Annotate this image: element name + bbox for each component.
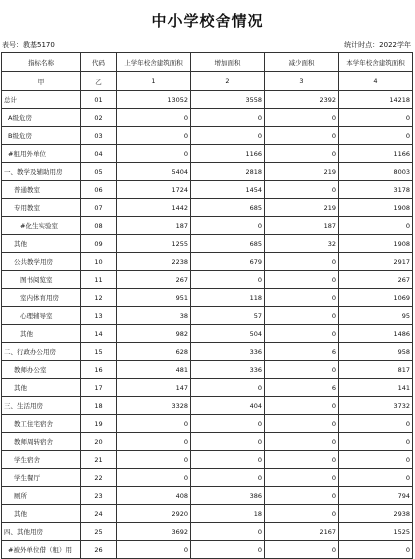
decrease-area-cell: 0 [265, 451, 339, 469]
current-area-cell: 1069 [339, 289, 413, 307]
increase-area-cell: 0 [191, 433, 265, 451]
current-area-cell: 0 [339, 451, 413, 469]
increase-area-cell: 0 [191, 379, 265, 397]
decrease-area-cell: 0 [265, 181, 339, 199]
prev-area-cell: 0 [117, 451, 191, 469]
decrease-area-cell: 0 [265, 253, 339, 271]
prev-area-cell: 187 [117, 217, 191, 235]
indicator-name-cell: 图书阅览室 [2, 271, 81, 289]
increase-area-cell: 0 [191, 523, 265, 541]
increase-area-cell: 0 [191, 109, 265, 127]
code-cell: 06 [81, 181, 117, 199]
indicator-name-cell: 厕所 [2, 487, 81, 505]
code-cell: 13 [81, 307, 117, 325]
prev-area-cell: 38 [117, 307, 191, 325]
indicator-name-cell: 其他 [2, 379, 81, 397]
increase-area-cell: 1166 [191, 145, 265, 163]
header-code-cell: 乙 [81, 72, 117, 91]
code-cell: 21 [81, 451, 117, 469]
header-cell: 增加面积 [191, 53, 265, 72]
code-cell: 22 [81, 469, 117, 487]
school-building-table [1, 52, 413, 559]
increase-area-cell: 3558 [191, 91, 265, 109]
prev-area-cell: 0 [117, 109, 191, 127]
header-code-row [2, 72, 413, 91]
indicator-name-cell: 总计 [2, 91, 81, 109]
code-cell: 16 [81, 361, 117, 379]
header-cell: 本学年校舍建筑面积 [339, 53, 413, 72]
code-cell: 23 [81, 487, 117, 505]
indicator-name-cell: 专用教室 [2, 199, 81, 217]
decrease-area-cell: 2392 [265, 91, 339, 109]
table-row [2, 109, 413, 127]
increase-area-cell: 679 [191, 253, 265, 271]
stat-time: 统计时点：2022学年 [344, 41, 411, 49]
decrease-area-cell: 0 [265, 541, 339, 559]
code-cell: 14 [81, 325, 117, 343]
decrease-area-cell: 0 [265, 505, 339, 523]
code-cell: 26 [81, 541, 117, 559]
table-row [2, 199, 413, 217]
table-row [2, 271, 413, 289]
header-cell: 减少面积 [265, 53, 339, 72]
decrease-area-cell: 219 [265, 163, 339, 181]
code-cell: 05 [81, 163, 117, 181]
increase-area-cell: 504 [191, 325, 265, 343]
table-row [2, 361, 413, 379]
indicator-name-cell: 其他 [2, 235, 81, 253]
prev-area-cell: 0 [117, 145, 191, 163]
decrease-area-cell: 0 [265, 325, 339, 343]
decrease-area-cell: 0 [265, 397, 339, 415]
table-number: 表号：教基5170 [2, 41, 55, 49]
decrease-area-cell: 0 [265, 145, 339, 163]
indicator-name-cell: 二、行政办公用房 [2, 343, 81, 361]
current-area-cell: 1166 [339, 145, 413, 163]
prev-area-cell: 2238 [117, 253, 191, 271]
table-row [2, 343, 413, 361]
current-area-cell: 0 [339, 217, 413, 235]
current-area-cell: 95 [339, 307, 413, 325]
table-row [2, 91, 413, 109]
table-row [2, 307, 413, 325]
decrease-area-cell: 0 [265, 415, 339, 433]
indicator-name-cell: 公共教学用房 [2, 253, 81, 271]
table-row [2, 235, 413, 253]
header-cell: 指标名称 [2, 53, 81, 72]
prev-area-cell: 147 [117, 379, 191, 397]
code-cell: 07 [81, 199, 117, 217]
decrease-area-cell: 187 [265, 217, 339, 235]
indicator-name-cell: B级危房 [2, 127, 81, 145]
prev-area-cell: 408 [117, 487, 191, 505]
current-area-cell: 2917 [339, 253, 413, 271]
prev-area-cell: 0 [117, 127, 191, 145]
current-area-cell: 958 [339, 343, 413, 361]
increase-area-cell: 1454 [191, 181, 265, 199]
table-row [2, 379, 413, 397]
current-area-cell: 1486 [339, 325, 413, 343]
table-row [2, 163, 413, 181]
indicator-name-cell: 三、生活用房 [2, 397, 81, 415]
indicator-name-cell: 四、其他用房 [2, 523, 81, 541]
indicator-name-cell: 其他 [2, 325, 81, 343]
table-row [2, 253, 413, 271]
table-row [2, 433, 413, 451]
prev-area-cell: 1724 [117, 181, 191, 199]
code-cell: 09 [81, 235, 117, 253]
page-title: 中小学校舍情况 [151, 12, 264, 30]
table-row [2, 415, 413, 433]
code-cell: 12 [81, 289, 117, 307]
table-row [2, 487, 413, 505]
indicator-name-cell: 一、教学及辅助用房 [2, 163, 81, 181]
header-cell: 上学年校舍建筑面积 [117, 53, 191, 72]
decrease-area-cell: 0 [265, 361, 339, 379]
prev-area-cell: 951 [117, 289, 191, 307]
current-area-cell: 3732 [339, 397, 413, 415]
increase-area-cell: 336 [191, 361, 265, 379]
increase-area-cell: 386 [191, 487, 265, 505]
increase-area-cell: 336 [191, 343, 265, 361]
code-cell: 20 [81, 433, 117, 451]
decrease-area-cell: 219 [265, 199, 339, 217]
header-row [2, 53, 413, 72]
prev-area-cell: 481 [117, 361, 191, 379]
prev-area-cell: 5404 [117, 163, 191, 181]
prev-area-cell: 0 [117, 541, 191, 559]
code-cell: 18 [81, 397, 117, 415]
current-area-cell: 817 [339, 361, 413, 379]
decrease-area-cell: 0 [265, 109, 339, 127]
prev-area-cell: 0 [117, 433, 191, 451]
decrease-area-cell: 0 [265, 469, 339, 487]
code-cell: 24 [81, 505, 117, 523]
prev-area-cell: 2920 [117, 505, 191, 523]
current-area-cell: 794 [339, 487, 413, 505]
table-body [2, 91, 413, 559]
increase-area-cell: 0 [191, 451, 265, 469]
table-row [2, 181, 413, 199]
table-row [2, 397, 413, 415]
indicator-name-cell: 学生餐厅 [2, 469, 81, 487]
decrease-area-cell: 2167 [265, 523, 339, 541]
header-cell: 代码 [81, 53, 117, 72]
increase-area-cell: 0 [191, 541, 265, 559]
code-cell: 08 [81, 217, 117, 235]
increase-area-cell: 118 [191, 289, 265, 307]
increase-area-cell: 0 [191, 469, 265, 487]
prev-area-cell: 3328 [117, 397, 191, 415]
table-row [2, 145, 413, 163]
current-area-cell: 3178 [339, 181, 413, 199]
code-cell: 02 [81, 109, 117, 127]
indicator-name-cell: 室内体育用房 [2, 289, 81, 307]
current-area-cell: 1908 [339, 235, 413, 253]
decrease-area-cell: 0 [265, 271, 339, 289]
current-area-cell: 267 [339, 271, 413, 289]
decrease-area-cell: 6 [265, 343, 339, 361]
decrease-area-cell: 6 [265, 379, 339, 397]
table-row [2, 289, 413, 307]
code-cell: 17 [81, 379, 117, 397]
indicator-name-cell: #化生实验室 [2, 217, 81, 235]
indicator-name-cell: 教师周转宿舍 [2, 433, 81, 451]
code-cell: 10 [81, 253, 117, 271]
current-area-cell: 0 [339, 433, 413, 451]
header-code-cell: 1 [117, 72, 191, 91]
increase-area-cell: 0 [191, 217, 265, 235]
table-row [2, 451, 413, 469]
current-area-cell: 1525 [339, 523, 413, 541]
prev-area-cell: 3692 [117, 523, 191, 541]
header-code-cell: 2 [191, 72, 265, 91]
header-code-cell: 甲 [2, 72, 81, 91]
code-cell: 03 [81, 127, 117, 145]
table-row [2, 325, 413, 343]
code-cell: 19 [81, 415, 117, 433]
increase-area-cell: 685 [191, 199, 265, 217]
current-area-cell: 0 [339, 469, 413, 487]
decrease-area-cell: 0 [265, 127, 339, 145]
increase-area-cell: 685 [191, 235, 265, 253]
increase-area-cell: 2818 [191, 163, 265, 181]
table-row [2, 469, 413, 487]
table-row [2, 541, 413, 559]
decrease-area-cell: 32 [265, 235, 339, 253]
code-cell: 11 [81, 271, 117, 289]
decrease-area-cell: 0 [265, 433, 339, 451]
increase-area-cell: 18 [191, 505, 265, 523]
current-area-cell: 1908 [339, 199, 413, 217]
current-area-cell: 14218 [339, 91, 413, 109]
increase-area-cell: 404 [191, 397, 265, 415]
increase-area-cell: 0 [191, 415, 265, 433]
increase-area-cell: 0 [191, 127, 265, 145]
prev-area-cell: 0 [117, 469, 191, 487]
current-area-cell: 0 [339, 541, 413, 559]
prev-area-cell: 0 [117, 415, 191, 433]
indicator-name-cell: 学生宿舍 [2, 451, 81, 469]
decrease-area-cell: 0 [265, 487, 339, 505]
prev-area-cell: 13052 [117, 91, 191, 109]
decrease-area-cell: 0 [265, 307, 339, 325]
current-area-cell: 0 [339, 127, 413, 145]
increase-area-cell: 57 [191, 307, 265, 325]
table-row [2, 217, 413, 235]
decrease-area-cell: 0 [265, 289, 339, 307]
prev-area-cell: 1255 [117, 235, 191, 253]
indicator-name-cell: #被外单位借（租）用 [2, 541, 81, 559]
prev-area-cell: 267 [117, 271, 191, 289]
code-cell: 25 [81, 523, 117, 541]
code-cell: 01 [81, 91, 117, 109]
indicator-name-cell: 心理辅导室 [2, 307, 81, 325]
prev-area-cell: 1442 [117, 199, 191, 217]
table-row [2, 505, 413, 523]
header-code-cell: 4 [339, 72, 413, 91]
prev-area-cell: 982 [117, 325, 191, 343]
indicator-name-cell: A级危房 [2, 109, 81, 127]
indicator-name-cell: 普通教室 [2, 181, 81, 199]
code-cell: 15 [81, 343, 117, 361]
current-area-cell: 0 [339, 415, 413, 433]
current-area-cell: 2938 [339, 505, 413, 523]
current-area-cell: 141 [339, 379, 413, 397]
header-code-cell: 3 [265, 72, 339, 91]
indicator-name-cell: 其他 [2, 505, 81, 523]
indicator-name-cell: 教工住宅宿舍 [2, 415, 81, 433]
prev-area-cell: 628 [117, 343, 191, 361]
increase-area-cell: 0 [191, 271, 265, 289]
current-area-cell: 8003 [339, 163, 413, 181]
indicator-name-cell: #租用外单位 [2, 145, 81, 163]
code-cell: 04 [81, 145, 117, 163]
table-row [2, 127, 413, 145]
indicator-name-cell: 教师办公室 [2, 361, 81, 379]
table-row [2, 523, 413, 541]
current-area-cell: 0 [339, 109, 413, 127]
